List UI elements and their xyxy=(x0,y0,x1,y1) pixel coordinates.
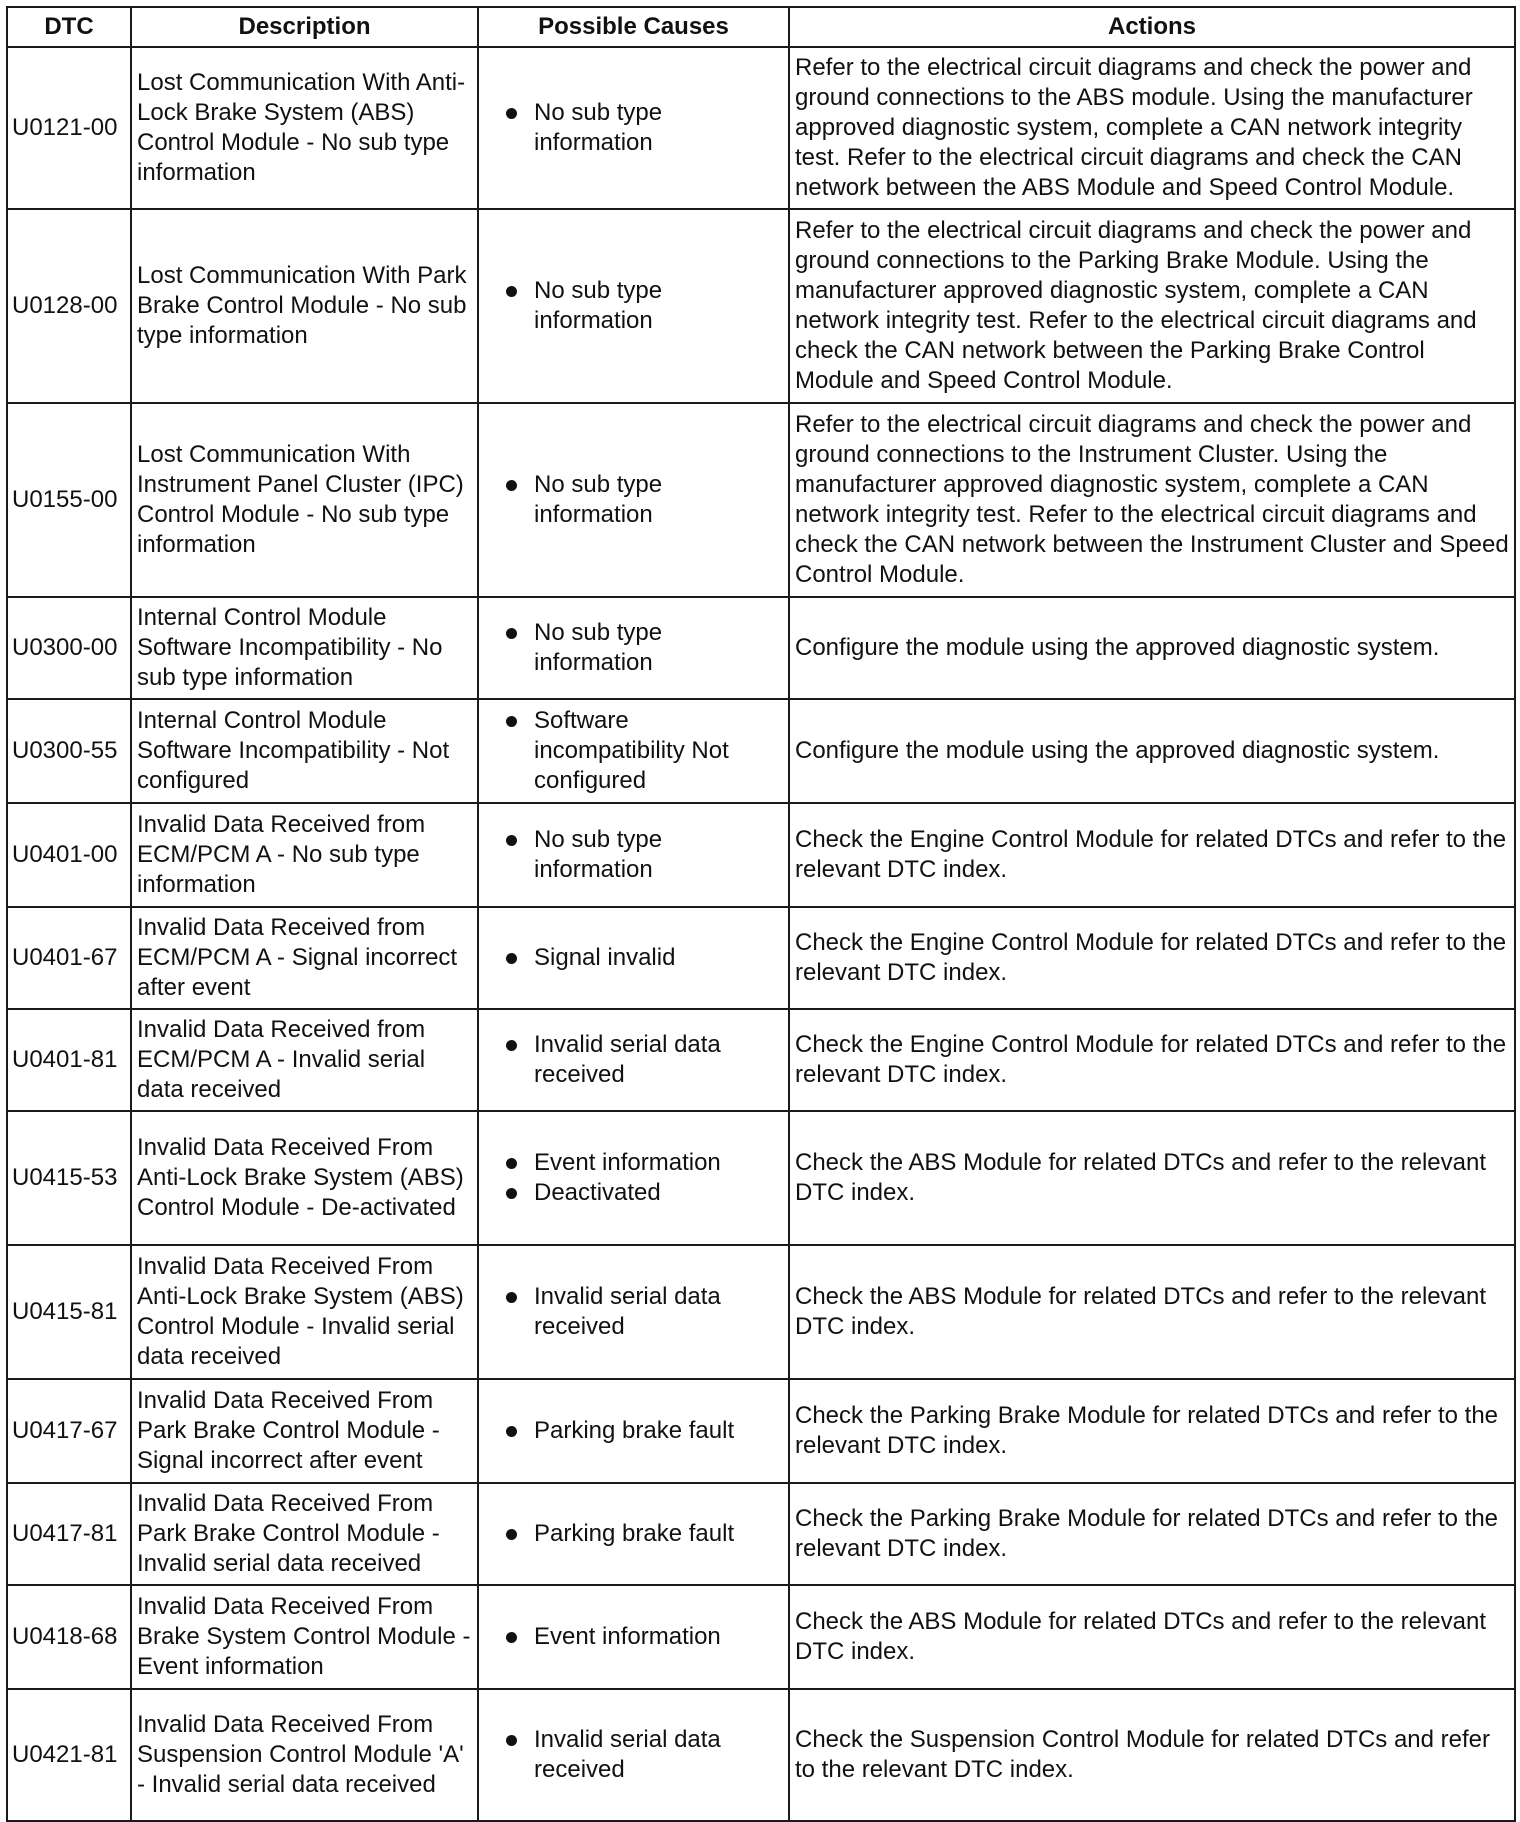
table-row xyxy=(7,1585,1515,1689)
description-cell: Invalid Data Received From Anti-Lock Brake System (ABS) Control Module - Invalid serial data received xyxy=(131,1245,478,1379)
dtc-code: U0401-67 xyxy=(7,907,131,1009)
cause-item: No sub type information xyxy=(484,825,783,885)
causes-list xyxy=(484,470,783,530)
causes-list xyxy=(484,943,783,973)
header-actions: Actions xyxy=(789,7,1515,47)
cause-item: Event information xyxy=(484,1148,783,1178)
table-row xyxy=(7,47,1515,209)
possible-causes-cell xyxy=(478,803,789,907)
action-cell: Check the ABS Module for related DTCs and refer to the relevant DTC index. xyxy=(789,1245,1515,1379)
causes-list xyxy=(484,1148,783,1208)
dtc-code: U0415-53 xyxy=(7,1111,131,1245)
causes-list xyxy=(484,98,783,158)
description-cell: Lost Communication With Anti-Lock Brake System (ABS) Control Module - No sub type information xyxy=(131,47,478,209)
causes-list xyxy=(484,825,783,885)
possible-causes-cell xyxy=(478,699,789,803)
possible-causes-cell xyxy=(478,1585,789,1689)
table-row xyxy=(7,803,1515,907)
table-row xyxy=(7,1379,1515,1483)
action-cell: Check the Engine Control Module for related DTCs and refer to the relevant DTC index. xyxy=(789,907,1515,1009)
possible-causes-cell xyxy=(478,1483,789,1585)
action-cell: Check the ABS Module for related DTCs and refer to the relevant DTC index. xyxy=(789,1111,1515,1245)
possible-causes-cell xyxy=(478,403,789,597)
table-row xyxy=(7,699,1515,803)
possible-causes-cell xyxy=(478,597,789,699)
action-cell: Configure the module using the approved diagnostic system. xyxy=(789,597,1515,699)
action-cell: Configure the module using the approved diagnostic system. xyxy=(789,699,1515,803)
dtc-code: U0415-81 xyxy=(7,1245,131,1379)
possible-causes-cell xyxy=(478,907,789,1009)
dtc-code: U0401-00 xyxy=(7,803,131,907)
table-row xyxy=(7,403,1515,597)
causes-list xyxy=(484,1416,783,1446)
cause-item: Event information xyxy=(484,1622,783,1652)
action-cell: Refer to the electrical circuit diagrams and check the power and ground connections to the Instrument Cluster. Using the manufacturer approved diagnostic system, complete a CAN network integrity test. Refer to the electrical circuit diagrams and check the CAN network between the Instrument Cluster and Speed Control Module. xyxy=(789,403,1515,597)
cause-item: Invalid serial data received xyxy=(484,1282,783,1342)
action-cell: Check the ABS Module for related DTCs and refer to the relevant DTC index. xyxy=(789,1585,1515,1689)
causes-list xyxy=(484,1519,783,1549)
description-cell: Lost Communication With Instrument Panel Cluster (IPC) Control Module - No sub type information xyxy=(131,403,478,597)
cause-item: Parking brake fault xyxy=(484,1519,783,1549)
possible-causes-cell xyxy=(478,47,789,209)
description-cell: Invalid Data Received from ECM/PCM A - Invalid serial data received xyxy=(131,1009,478,1111)
table-row xyxy=(7,1009,1515,1111)
dtc-code: U0417-67 xyxy=(7,1379,131,1483)
possible-causes-cell xyxy=(478,1245,789,1379)
action-cell: Check the Suspension Control Module for related DTCs and refer to the relevant DTC index. xyxy=(789,1689,1515,1821)
header-possible-causes: Possible Causes xyxy=(478,7,789,47)
cause-item: Invalid serial data received xyxy=(484,1030,783,1090)
dtc-code: U0417-81 xyxy=(7,1483,131,1585)
action-cell: Refer to the electrical circuit diagrams and check the power and ground connections to the Parking Brake Module. Using the manufacturer approved diagnostic system, complete a CAN network integrity test. Refer to the electrical circuit diagrams and check the CAN network between the Parking Brake Control Module and Speed Control Module. xyxy=(789,209,1515,403)
table-row xyxy=(7,1483,1515,1585)
description-cell: Invalid Data Received From Park Brake Control Module - Invalid serial data received xyxy=(131,1483,478,1585)
table-row xyxy=(7,1245,1515,1379)
table-row xyxy=(7,597,1515,699)
dtc-code: U0300-00 xyxy=(7,597,131,699)
description-cell: Invalid Data Received From Suspension Control Module 'A' - Invalid serial data received xyxy=(131,1689,478,1821)
description-cell: Invalid Data Received from ECM/PCM A - Signal incorrect after event xyxy=(131,907,478,1009)
cause-item: Deactivated xyxy=(484,1178,783,1208)
action-cell: Check the Parking Brake Module for related DTCs and refer to the relevant DTC index. xyxy=(789,1379,1515,1483)
cause-item: No sub type information xyxy=(484,618,783,678)
causes-list xyxy=(484,706,783,796)
description-cell: Lost Communication With Park Brake Control Module - No sub type information xyxy=(131,209,478,403)
action-cell: Check the Engine Control Module for related DTCs and refer to the relevant DTC index. xyxy=(789,803,1515,907)
dtc-code: U0421-81 xyxy=(7,1689,131,1821)
dtc-code: U0128-00 xyxy=(7,209,131,403)
dtc-table xyxy=(6,6,1516,1822)
dtc-code: U0401-81 xyxy=(7,1009,131,1111)
cause-item: Software incompatibility Not configured xyxy=(484,706,783,796)
header-dtc: DTC xyxy=(7,7,131,47)
cause-item: Invalid serial data received xyxy=(484,1725,783,1785)
action-cell: Check the Engine Control Module for related DTCs and refer to the relevant DTC index. xyxy=(789,1009,1515,1111)
description-cell: Invalid Data Received From Anti-Lock Brake System (ABS) Control Module - De-activated xyxy=(131,1111,478,1245)
possible-causes-cell xyxy=(478,1111,789,1245)
table-row xyxy=(7,1111,1515,1245)
cause-item: Parking brake fault xyxy=(484,1416,783,1446)
action-cell: Check the Parking Brake Module for related DTCs and refer to the relevant DTC index. xyxy=(789,1483,1515,1585)
causes-list xyxy=(484,618,783,678)
description-cell: Invalid Data Received From Brake System Control Module - Event information xyxy=(131,1585,478,1689)
dtc-code: U0121-00 xyxy=(7,47,131,209)
header-description: Description xyxy=(131,7,478,47)
cause-item: No sub type information xyxy=(484,98,783,158)
description-cell: Invalid Data Received From Park Brake Control Module - Signal incorrect after event xyxy=(131,1379,478,1483)
possible-causes-cell xyxy=(478,1689,789,1821)
description-cell: Internal Control Module Software Incompatibility - No sub type information xyxy=(131,597,478,699)
possible-causes-cell xyxy=(478,209,789,403)
cause-item: Signal invalid xyxy=(484,943,783,973)
possible-causes-cell xyxy=(478,1379,789,1483)
dtc-code: U0418-68 xyxy=(7,1585,131,1689)
causes-list xyxy=(484,1725,783,1785)
dtc-code: U0300-55 xyxy=(7,699,131,803)
table-row xyxy=(7,1689,1515,1821)
causes-list xyxy=(484,276,783,336)
header-row xyxy=(7,7,1515,47)
table-row xyxy=(7,209,1515,403)
possible-causes-cell xyxy=(478,1009,789,1111)
causes-list xyxy=(484,1622,783,1652)
dtc-code: U0155-00 xyxy=(7,403,131,597)
causes-list xyxy=(484,1282,783,1342)
causes-list xyxy=(484,1030,783,1090)
table-row xyxy=(7,907,1515,1009)
cause-item: No sub type information xyxy=(484,276,783,336)
cause-item: No sub type information xyxy=(484,470,783,530)
description-cell: Invalid Data Received from ECM/PCM A - No sub type information xyxy=(131,803,478,907)
action-cell: Refer to the electrical circuit diagrams and check the power and ground connections to the ABS module. Using the manufacturer approved diagnostic system, complete a CAN network integrity test. Refer to the electrical circuit diagrams and check the CAN network between the ABS Module and Speed Control Module. xyxy=(789,47,1515,209)
description-cell: Internal Control Module Software Incompatibility - Not configured xyxy=(131,699,478,803)
